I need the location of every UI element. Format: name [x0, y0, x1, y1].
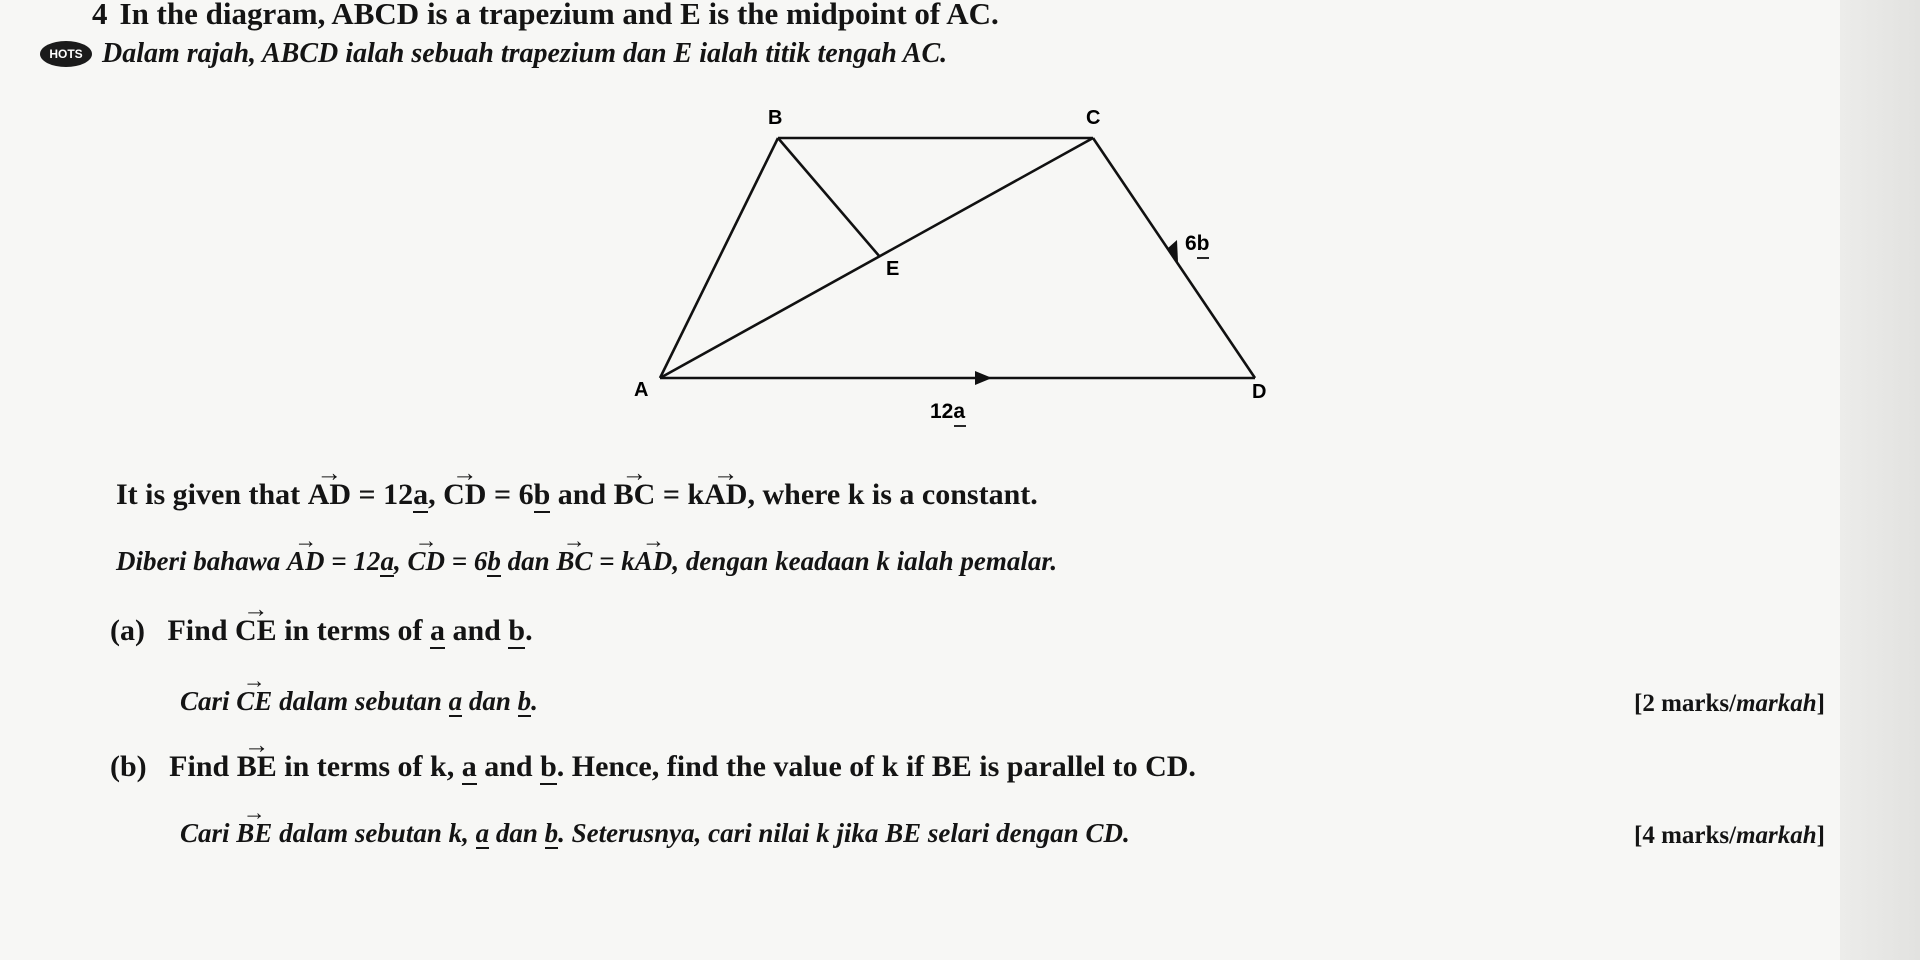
- vector-cd: → CD: [443, 478, 486, 512]
- part-b-end-my: . Seterusnya, cari nilai k jika BE selari dengan CD.: [558, 818, 1130, 848]
- part-a-and: and: [452, 614, 501, 647]
- part-b-vector-a: a: [461, 750, 477, 783]
- marks-a-my: markah: [1736, 690, 1817, 717]
- marks-b-text: [4 marks/: [1634, 822, 1737, 849]
- question-number: 4: [92, 0, 108, 31]
- part-a-mid-my: dalam sebutan: [279, 686, 442, 716]
- vector-be: → BE: [237, 750, 277, 784]
- vector-ce: → CE: [235, 614, 277, 648]
- eq-12-my: = 12: [324, 546, 381, 576]
- eq-6: = 6: [486, 478, 534, 511]
- part-b-pre-my: Cari: [180, 818, 230, 848]
- part-b-end: . Hence, find the value of k if BE is parallel to CD.: [556, 750, 1196, 783]
- marks-b-end: ]: [1816, 822, 1825, 849]
- part-b-label: (b): [110, 750, 147, 783]
- vector-bc: → BC: [614, 478, 656, 512]
- edge-cd: [1093, 138, 1255, 378]
- part-a-vector-b-my: b: [517, 686, 532, 716]
- label-c: C: [1086, 107, 1101, 129]
- label-12a: 12a: [930, 400, 966, 423]
- eq-12: = 12: [351, 478, 414, 511]
- part-b-and: and: [484, 750, 533, 783]
- question-text-en: In the diagram, ABCD is a trapezium and E is the midpoint of AC.: [119, 0, 999, 31]
- part-b-vector-b: b: [540, 750, 557, 783]
- vector-ce-my: → CE: [236, 686, 272, 717]
- part-b-pre: Find: [169, 750, 230, 783]
- word-and: and: [557, 478, 607, 511]
- eq-k: = k: [655, 478, 705, 511]
- segment-be: [778, 138, 880, 257]
- vector-b-my: b: [487, 546, 501, 576]
- part-a-mid: in terms of: [284, 614, 423, 647]
- part-a-marks: [1634, 690, 1825, 718]
- word-dan: dan: [507, 546, 550, 576]
- vector-a-my: a: [380, 546, 394, 576]
- part-a-end-my: .: [531, 686, 538, 716]
- eq-6-my: = 6: [444, 546, 488, 576]
- part-b-mid-my: dalam sebutan k,: [279, 818, 469, 848]
- part-a-en: [110, 614, 533, 649]
- hots-badge: HOTS: [40, 41, 92, 67]
- vector-cd-my: → CD: [407, 546, 445, 577]
- trapezium-diagram: [600, 100, 1300, 440]
- vector-a: a: [413, 478, 429, 511]
- part-a-vector-a: a: [430, 614, 445, 647]
- part-b-vector-a-my: a: [475, 818, 490, 848]
- part-a-pre-my: Cari: [180, 686, 230, 716]
- part-a-end: .: [525, 614, 533, 647]
- page-edge: [1840, 0, 1920, 960]
- question-malay-row: [40, 38, 947, 70]
- part-b-marks: [1634, 822, 1825, 850]
- given-tail: , where k is a constant.: [747, 478, 1038, 511]
- vector-ad-my: → AD: [287, 546, 325, 577]
- given-lead-my: Diberi bahawa: [116, 546, 281, 576]
- given-lead: It is given that: [116, 478, 301, 511]
- vector-ad-2: → AD: [704, 478, 747, 512]
- part-b-en: [110, 750, 1196, 785]
- arrow-ad: [975, 371, 992, 385]
- given-statement-en: [116, 478, 1038, 513]
- part-b-and-my: dan: [495, 818, 538, 848]
- given-statement-my: [116, 546, 1057, 577]
- eq-k-my: = k: [592, 546, 635, 576]
- part-a-and-my: dan: [468, 686, 511, 716]
- part-b-vector-b-my: b: [544, 818, 559, 848]
- part-a-vector-a-my: a: [448, 686, 463, 716]
- part-b-my: [180, 818, 1130, 849]
- sep: ,: [428, 478, 436, 511]
- diagonal-ac: [660, 138, 1093, 378]
- part-a-vector-b: b: [508, 614, 526, 647]
- part-a-my: [180, 686, 538, 717]
- label-a: A: [634, 379, 649, 401]
- marks-b-my: markah: [1736, 822, 1817, 849]
- label-d: D: [1252, 381, 1267, 403]
- vector-ad-2-my: → AD: [635, 546, 673, 577]
- vector-be-my: → BE: [236, 818, 272, 849]
- part-a-label: (a): [110, 614, 145, 647]
- label-b: B: [768, 107, 783, 129]
- marks-a-text: [2 marks/: [1634, 690, 1737, 717]
- sep-my: ,: [393, 546, 401, 576]
- label-6b: 6b: [1185, 232, 1210, 255]
- question-text-my: Dalam rajah, ABCD ialah sebuah trapezium dan E ialah titik tengah AC.: [102, 38, 948, 69]
- marks-a-end: ]: [1816, 690, 1825, 717]
- question-heading: [92, 0, 999, 32]
- vector-bc-my: → BC: [556, 546, 592, 577]
- vector-ad: → AD: [308, 478, 351, 512]
- label-e: E: [886, 258, 900, 280]
- vector-b: b: [533, 478, 551, 511]
- part-a-pre: Find: [167, 614, 228, 647]
- given-tail-my: , dengan keadaan k ialah pemalar.: [672, 546, 1058, 576]
- part-b-mid: in terms of k,: [284, 750, 455, 783]
- edge-ab: [660, 138, 778, 378]
